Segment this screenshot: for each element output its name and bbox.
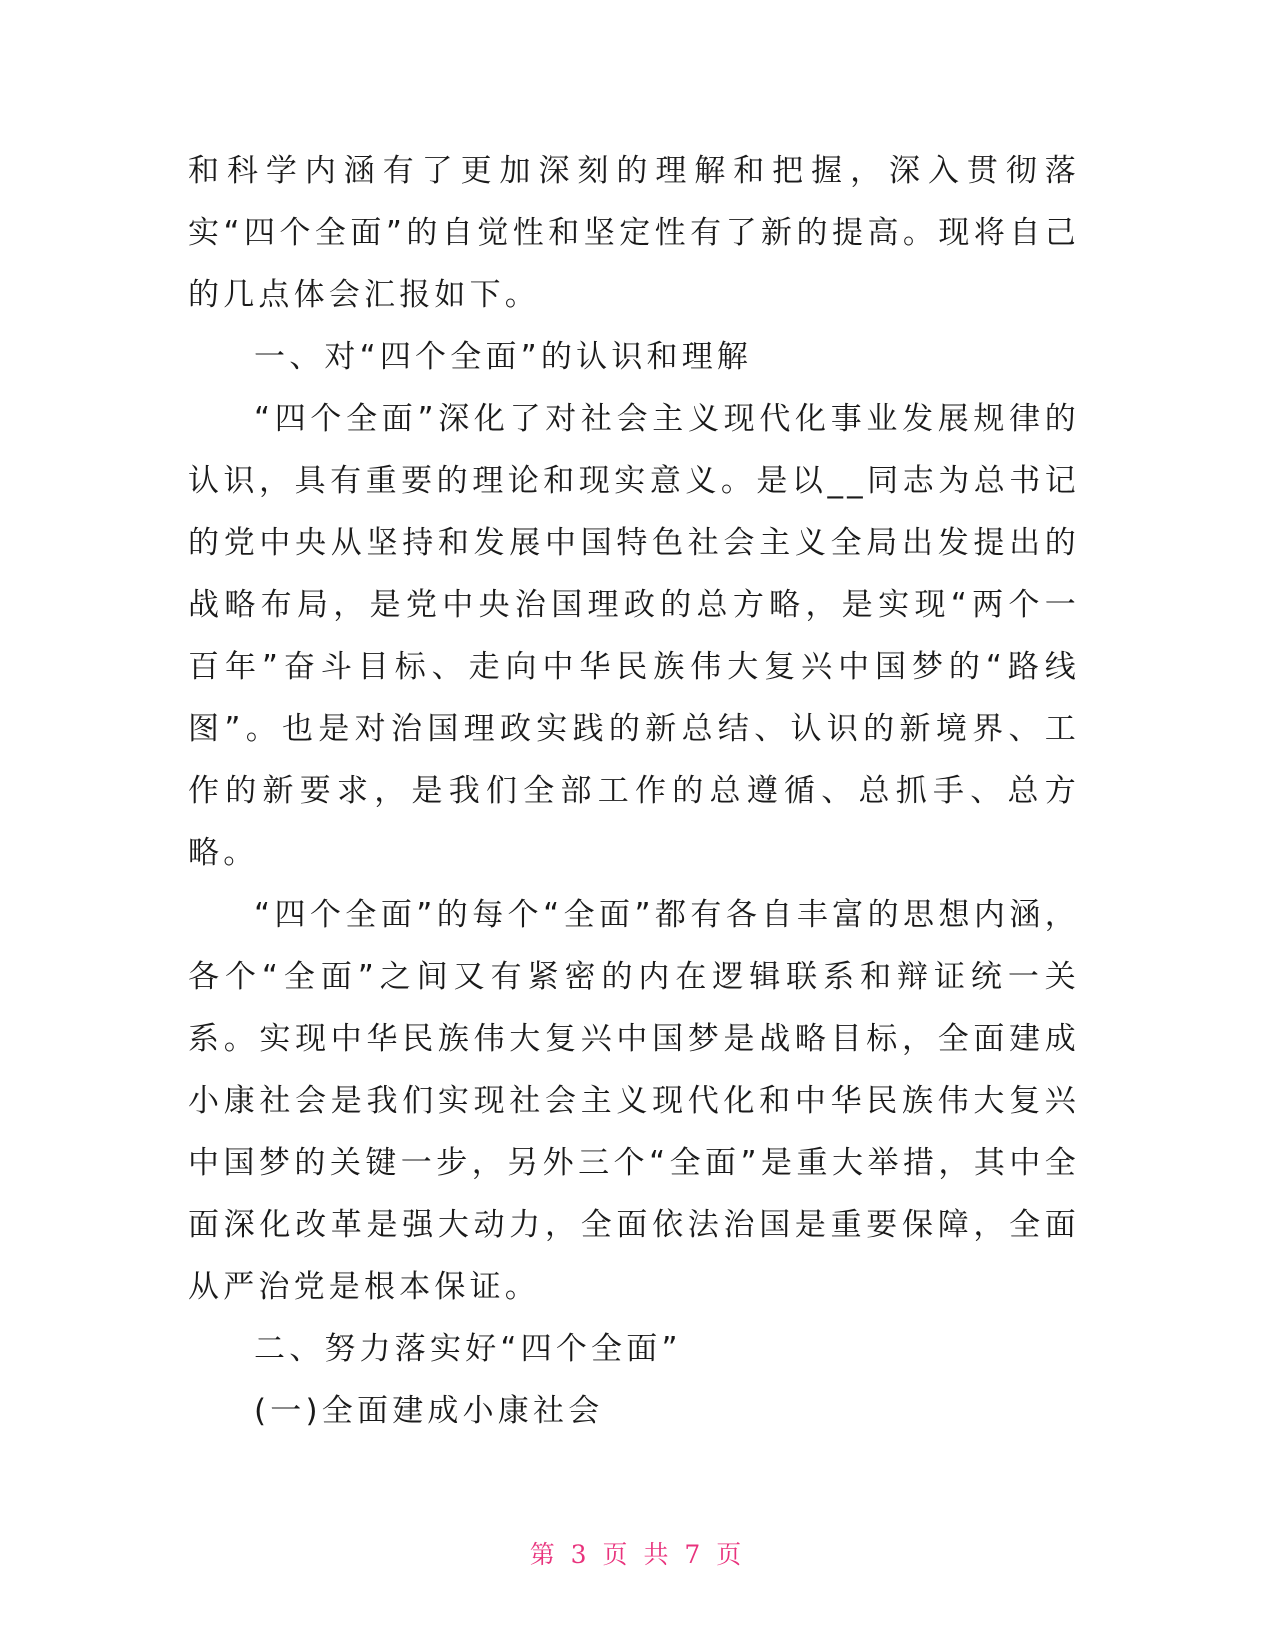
document-body xyxy=(188,140,1080,1442)
paragraph-intro-continuation: 和科学内涵有了更加深刻的理解和把握，深入贯彻落实“四个全面”的自觉性和坚定性有了新的提高。现将自己的几点体会汇报如下。 xyxy=(188,153,1080,313)
section-heading-1: 一、对“四个全面”的认识和理解 xyxy=(254,339,753,375)
section-heading-2: 二、努力落实好“四个全面” xyxy=(254,1331,682,1367)
subsection-heading-1: (一)全面建成小康社会 xyxy=(254,1393,604,1429)
paragraph-understanding: “四个全面”深化了对社会主义现代化事业发展规律的认识，具有重要的理论和现实意义。是以__同志为总书记的党中央从坚持和发展中国特色社会主义全局出发提出的战略布局，是党中央治国理政的总方略，是实现“两个一百年”奋斗目标、走向中华民族伟大复兴中国梦的“路线图”。也是对治国理政实践的新总结、认识的新境界、工作的新要求，是我们全部工作的总遵循、总抓手、总方略。 xyxy=(188,401,1080,871)
paragraph-logic-relationship: “四个全面”的每个“全面”都有各自丰富的思想内涵，各个“全面”之间又有紧密的内在逻辑联系和辩证统一关系。实现中华民族伟大复兴中国梦是战略目标，全面建成小康社会是我们实现社会主义现代化和中华民族伟大复兴中国梦的关键一步，另外三个“全面”是重大举措，其中全面深化改革是强大动力，全面依法治国是重要保障，全面从严治党是根本保证。 xyxy=(188,897,1080,1305)
page-number-footer: 第 3 页 共 7 页 xyxy=(529,1540,746,1569)
